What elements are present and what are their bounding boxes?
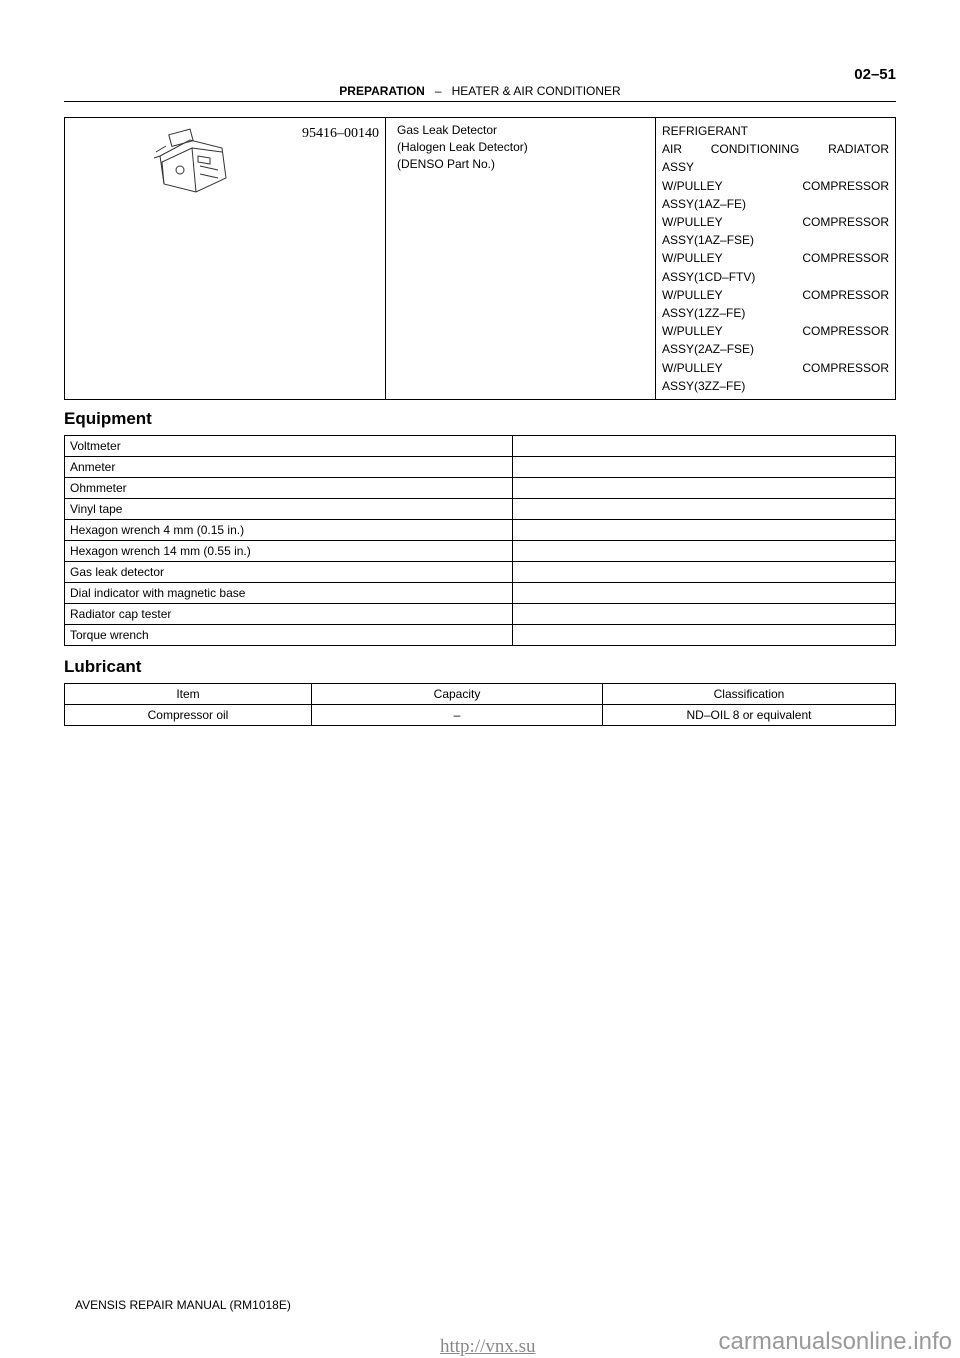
- table-row: [65, 499, 896, 520]
- table-row: [65, 541, 896, 562]
- equipment-item: Anmeter: [65, 457, 513, 478]
- application-line: REFRIGERANT: [662, 124, 749, 138]
- part-number: 95416–00140: [302, 126, 379, 141]
- equipment-item: Torque wrench: [65, 625, 513, 646]
- table-row: [65, 520, 896, 541]
- column-header-classification: Classification: [603, 684, 896, 705]
- table-row: [65, 583, 896, 604]
- header-separator: –: [434, 84, 442, 98]
- description-line: (DENSO Part No.): [397, 157, 496, 171]
- watermark-site: carmanualsonline.info: [718, 1328, 952, 1355]
- table-row: [65, 562, 896, 583]
- tool-illustration-cell: [65, 118, 386, 400]
- application-line: ASSY(1AZ–FSE): [662, 233, 755, 248]
- equipment-item: Ohmmeter: [65, 478, 513, 499]
- application-line: ASSY(2AZ–FSE): [662, 342, 755, 357]
- gas-leak-detector-illustration: [150, 126, 240, 196]
- application-line: W/PULLEY COMPRESSOR: [662, 287, 889, 302]
- tool-applications: [656, 118, 896, 400]
- equipment-item: Vinyl tape: [65, 499, 513, 520]
- application-line: ASSY(1CD–FTV): [662, 269, 756, 284]
- equipment-item: Voltmeter: [65, 436, 513, 457]
- application-line: ASSY: [662, 160, 695, 175]
- page-footer: AVENSIS REPAIR MANUAL (RM1018E): [75, 1298, 291, 1312]
- application-line: W/PULLEY COMPRESSOR: [662, 215, 889, 230]
- table-row: [65, 457, 896, 478]
- table-row: [65, 705, 896, 726]
- description-line: Gas Leak Detector: [397, 123, 498, 137]
- header-subsection: HEATER & AIR CONDITIONER: [451, 84, 621, 98]
- lubricant-heading: Lubricant: [64, 657, 142, 676]
- table-row: [65, 478, 896, 499]
- equipment-item: Radiator cap tester: [65, 604, 513, 625]
- table-row: [65, 604, 896, 625]
- application-line: ASSY(1AZ–FE): [662, 196, 747, 211]
- lubricant-table: [64, 683, 896, 726]
- column-header-capacity: Capacity: [312, 684, 603, 705]
- sst-table: [64, 117, 896, 400]
- page-number: 02–51: [854, 66, 896, 83]
- page-header: [64, 84, 896, 102]
- equipment-item: Hexagon wrench 14 mm (0.55 in.): [65, 541, 513, 562]
- tool-description: [386, 118, 656, 400]
- table-header-row: [65, 684, 896, 705]
- lubricant-classification: ND–OIL 8 or equivalent: [603, 705, 896, 726]
- application-line: ASSY(3ZZ–FE): [662, 378, 746, 393]
- application-line: ASSY(1ZZ–FE): [662, 306, 746, 321]
- table-row: [65, 625, 896, 646]
- equipment-item: Hexagon wrench 4 mm (0.15 in.): [65, 520, 513, 541]
- equipment-item: Gas leak detector: [65, 562, 513, 583]
- description-line: (Halogen Leak Detector): [397, 140, 528, 154]
- equipment-item: Dial indicator with magnetic base: [65, 583, 513, 604]
- application-line: W/PULLEY COMPRESSOR: [662, 178, 889, 193]
- lubricant-item: Compressor oil: [65, 705, 312, 726]
- watermark-link[interactable]: http://vnx.su: [440, 1336, 536, 1357]
- column-header-item: Item: [65, 684, 312, 705]
- equipment-heading: Equipment: [64, 409, 152, 428]
- table-row: [65, 436, 896, 457]
- lubricant-capacity: –: [312, 705, 603, 726]
- equipment-table: [64, 435, 896, 646]
- application-line: W/PULLEY COMPRESSOR: [662, 360, 889, 375]
- application-line: W/PULLEY COMPRESSOR: [662, 324, 889, 339]
- header-section: PREPARATION: [339, 84, 425, 98]
- application-line: W/PULLEY COMPRESSOR: [662, 251, 889, 266]
- application-line: AIR CONDITIONING RADIATOR: [662, 142, 889, 157]
